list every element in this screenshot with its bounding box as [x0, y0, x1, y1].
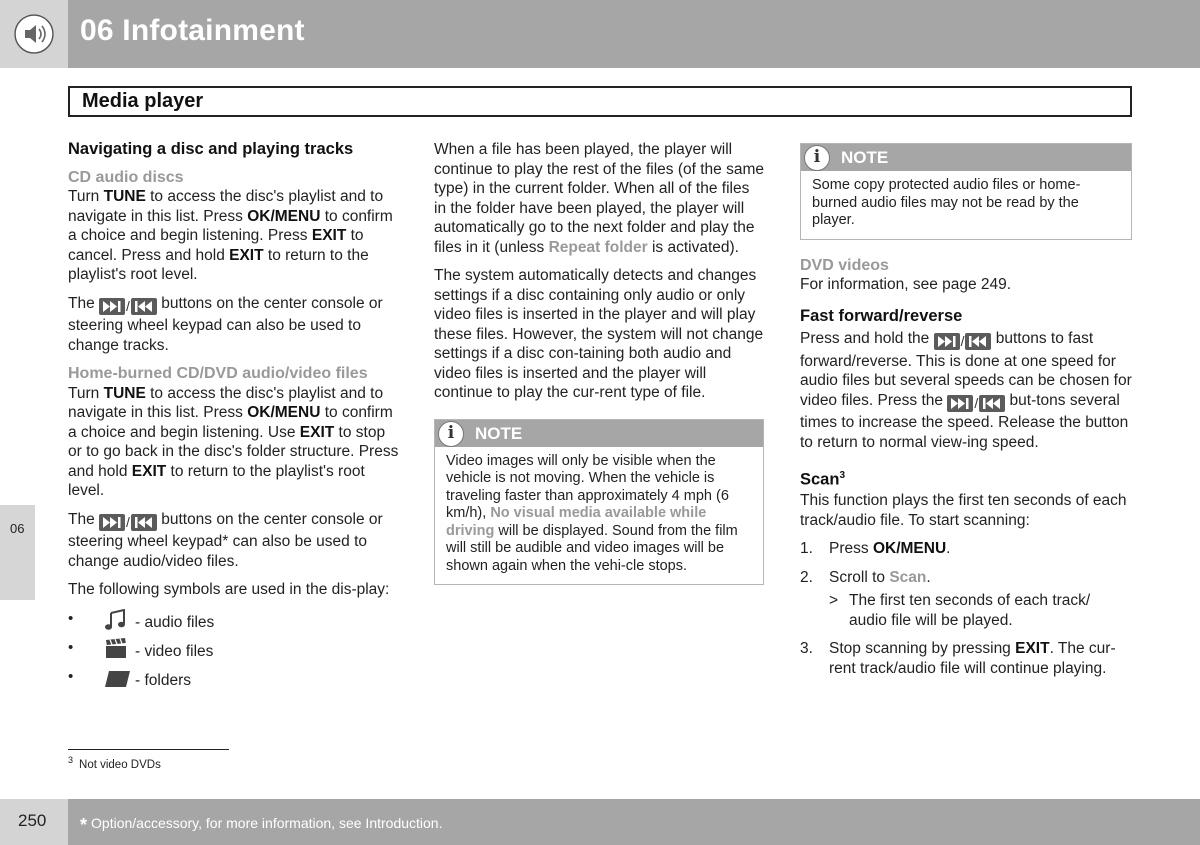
next-prev-buttons-icon: /: [934, 332, 992, 352]
chapter-header: [0, 0, 1200, 68]
heading-home-burned: Home-burned CD/DVD audio/video files: [68, 365, 368, 383]
side-chapter-tab: 06: [0, 505, 35, 600]
footnote: $^3$ Not video DVDs: [68, 755, 161, 771]
chapter-icon-box: [0, 0, 68, 68]
heading-cd-audio: CD audio discs: [68, 168, 184, 186]
note-text: Some copy protected audio files or home-burned audio files may not be read by the player.: [812, 177, 1081, 228]
paragraph-auto-detect: The system automatically detects and changes settings if a disc containing only audio or only video files is inserted in the player and will play these files. However, the system will not change settings if a disc con-taining both audio and video files is inserted and the player will continue to play the cur-rent type of file.: [434, 267, 764, 401]
paragraph-dvd-info: For information, see page 249.: [800, 276, 1012, 293]
step-result: > The first ten seconds of each track/ audio file will be played.: [829, 592, 1091, 629]
column-3: [800, 140, 1132, 687]
note-box-copy-protected: [800, 143, 1132, 240]
paragraph-home-tune: Turn TUNE to access the disc's playlist and to navigate in this list. Press OK/MENU to confirm a choice and begin listening. Use EXIT to stop or to go back in the disc's folder structure. Press and hold EXIT to return to the playlist's root level.: [68, 384, 399, 500]
music-note-icon: [104, 609, 130, 629]
page-number-box: [0, 799, 68, 845]
paragraph-symbols-intro: The following symbols are used in the dis-play:: [68, 581, 390, 599]
note-header: [801, 144, 1131, 171]
list-item: • - audio files: [68, 609, 215, 631]
paragraph-cd-tune: Turn TUNE to access the disc's playlist and to navigate in this list. Press OK/MENU to confirm a choice and begin listening. Press EXIT to cancel. Press and hold EXIT to return to the playlist's root level.: [68, 188, 393, 283]
next-prev-buttons-icon: /: [99, 513, 157, 533]
list-item: 1. Press OK/MENU.: [800, 540, 951, 558]
section-title: Media player: [82, 90, 204, 112]
list-item: • - video files: [68, 638, 214, 660]
paragraph-cd-buttons: The / buttons on the center console or steering wheel keypad can also be used to change tracks.: [68, 294, 383, 354]
note-box-video: [434, 419, 764, 586]
note-label: NOTE: [841, 148, 889, 167]
note-label: NOTE: [475, 423, 523, 443]
heading-dvd-videos: DVD videos: [800, 256, 889, 274]
column-1: [68, 140, 403, 696]
note-header: [435, 420, 763, 447]
page-number: 250: [18, 811, 47, 830]
paragraph-scan-intro: This function plays the first ten seconds of each track/audio file. To start scanning:: [800, 492, 1127, 529]
list-item: 3. Stop scanning by pressing EXIT. The cur-rent track/audio file will continue playing.: [800, 640, 1116, 677]
column-2: [434, 140, 764, 585]
heading-navigating: Navigating a disc and playing tracks: [68, 140, 354, 158]
page-footer: [0, 799, 1200, 845]
speaker-icon: [14, 14, 54, 54]
note-text: Video images will only be visible when the vehicle is not moving. When the vehicle is traveling faster than approximately 4 mph (6 km/h), No visual media available while driving will be displayed. Sound from the film will still be audible and video images will be shown again when the vehi-cle stops.: [446, 452, 738, 574]
paragraph-home-buttons: The / buttons on the center console or steering wheel keypad* can also be used to change audio/video files.: [68, 510, 383, 570]
info-icon: i: [804, 145, 830, 171]
clapperboard-icon: [104, 638, 130, 658]
symbol-list: [68, 609, 403, 696]
folder-icon: [104, 667, 130, 687]
paragraph-fast-forward: Press and hold the / buttons to fast forward/reverse. This is done at one speed for audio files but several speeds can be chosen for video files. Press the / but-tons several times to increase the speed. Release the button to return to normal view-ing speed.: [800, 330, 1132, 451]
next-prev-buttons-icon: /: [947, 394, 1005, 414]
heading-scan: Scan$^3$: [800, 470, 845, 489]
section-title-box: [68, 86, 1132, 117]
list-item: • - folders: [68, 667, 191, 689]
footnote-divider: [68, 749, 229, 750]
scan-steps: [800, 539, 1132, 678]
footer-note: * Option/accessory, for more information, see Introduction.: [80, 815, 443, 835]
heading-fast-forward: Fast forward/reverse: [800, 306, 963, 325]
list-item: 2. Scroll to Scan. > The first ten seconds of each track/ audio file will be played.: [800, 568, 1132, 631]
info-icon: i: [438, 421, 464, 447]
paragraph-folder-play: When a file has been played, the player will continue to play the rest of the files (of the same type) in the current folder. When all of the files in the folder have been played, the player will automatically go to the next folder and play the files in it (unless Repeat folder is activated).: [434, 141, 764, 256]
chapter-title: 06 Infotainment: [80, 14, 305, 47]
next-prev-buttons-icon: /: [99, 297, 157, 317]
